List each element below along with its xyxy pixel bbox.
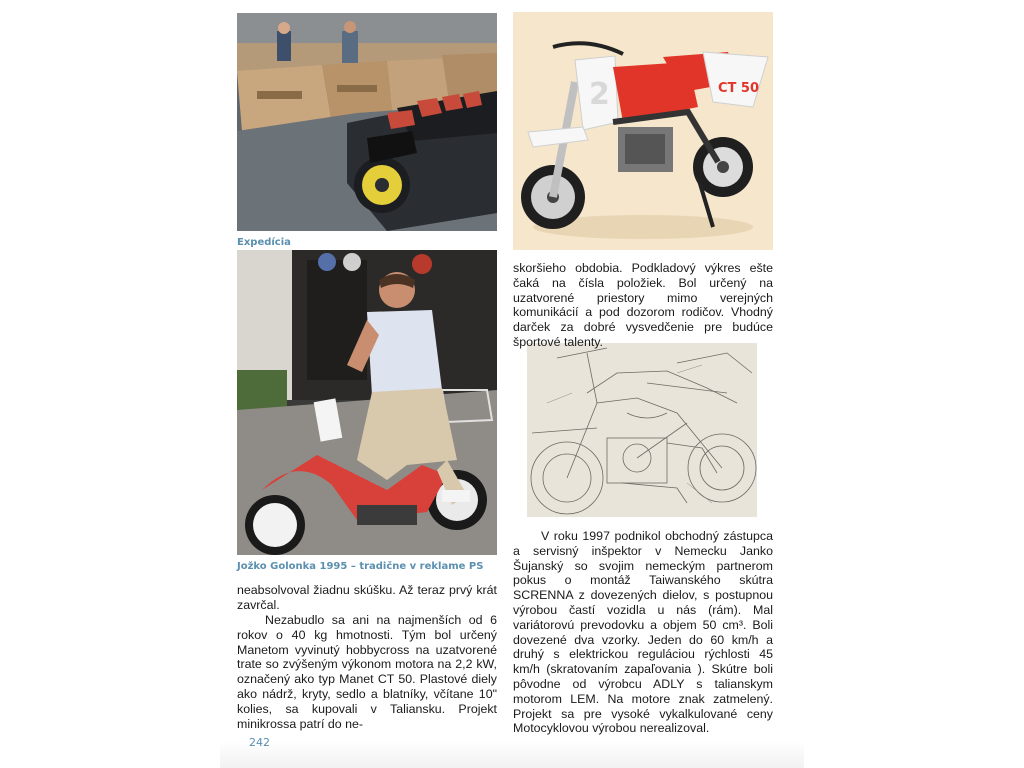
technical-drawing bbox=[527, 343, 757, 517]
caption-golonka: Jožko Golonka 1995 – tradične v reklame PS bbox=[237, 561, 484, 572]
golonka-photo bbox=[237, 250, 497, 555]
left-paragraph-1: neabsolvoval žiadnu skúšku. Až teraz prvý krát zavrčal. bbox=[237, 583, 497, 612]
right-paragraph-1: skoršieho obdobia. Podkladový výkres ešte čaká na čísla položiek. Bol určený na uzatvorené priestory mimo verejných komunikácií a pod dozorom rodičov. Vhodný darček za dobré vysvedčenie pre budúce športové talenty. bbox=[513, 261, 773, 349]
caption-expedition: Expedícia bbox=[237, 237, 291, 248]
minicross-photo bbox=[513, 12, 773, 250]
left-paragraph-2: Nezabudlo sa ani na najmenších od 6 rokov o 40 kg hmotnosti. Tým bol určený Manetom vyvinutý hobbycross na uzatvorené trate so zvýšeným výkonom motora na 2,2 kW, označený ako typ Manet CT 50. Plastové diely ako nádrž, kryty, sedlo a blatníky, včítane 10" kolies, sa kupovali v Taliansku. Projekt minikrossa patrí do ne- bbox=[237, 613, 497, 731]
number-label: 2 bbox=[589, 77, 610, 112]
page-number: 242 bbox=[249, 736, 270, 749]
right-paragraph-2: V roku 1997 podnikol obchodný zástupca a servisný inšpektor v Nemecku Janko Šujanský so svojim nemeckým partnerom pokus o montáž Taiwanského skútra SCRENNA z dovezených dielov, s postupnou výrobou častí vozidla u nás (rám). Mal variátorovú prevodovku a objem 50 cm³. Boli dovezené dva vzorky. Jeden do 60 km/h a druhý s elektrickou reguláciou rýchlosti 45 km/h (skratovaním zapaľovania ). Skútre boli pôvodne od výrobcu ADLY s talianskym motorom LEM. Na motore znak zatmelený. Projekt sa pre vysoké vykalkulované ceny Motocyklovou výrobou nerealizoval. bbox=[513, 529, 773, 736]
side-label: CT 50 bbox=[718, 81, 760, 96]
expedition-photo bbox=[237, 13, 497, 231]
page-bottom-shadow bbox=[220, 740, 804, 768]
